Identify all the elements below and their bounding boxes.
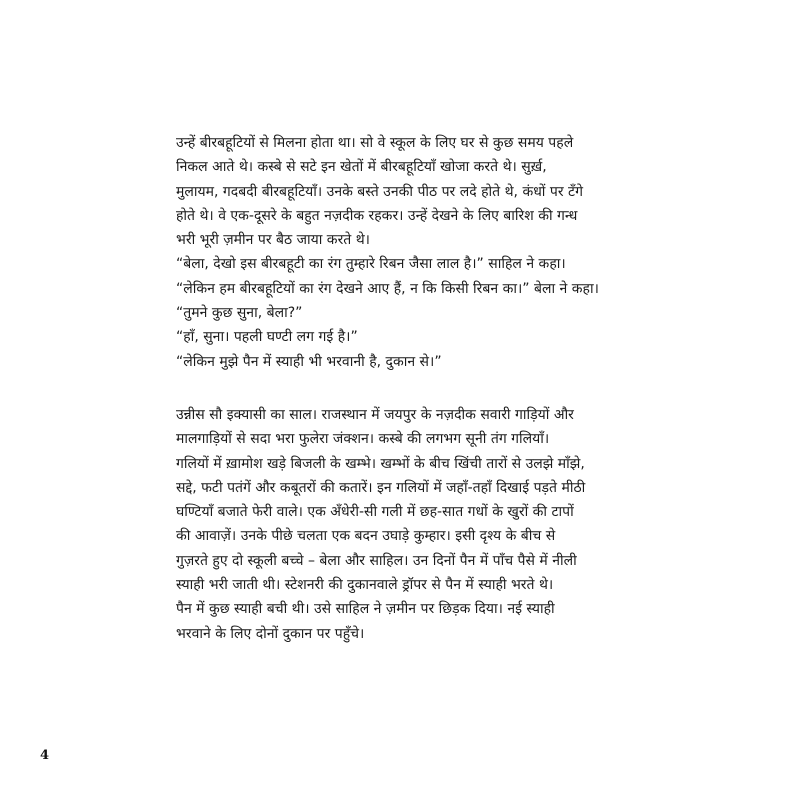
paragraph-birbahuti [176,131,608,252]
dialogue-line: “बेला, देखो इस बीरबहूटी का रंग तुम्हारे रिबन जैसा लाल है।” साहिल ने कहा। [176,256,566,273]
dialogue-line: “लेकिन हम बीरबहूटियों का रंग देखने आए हैं, न कि किसी रिबन का।” बेला ने कहा। [176,280,599,297]
text-line: पैन में कुछ स्याही बची थी। उसे साहिल ने ज़मीन पर छिड़क दिया। नई स्याही [176,601,555,618]
text-line: सद्दे, फटी पतंगें और कबूतरों की कतारें। इन गलियों में जहाँ-तहाँ दिखाई पड़ते मीठी [176,479,586,496]
text-line: घण्टियाँ बजाते फेरी वाले। एक अँधेरी-सी गली में छह-सात गधों के खुरों की टापों [176,504,574,521]
text-line: निकल आते थे। कस्बे से सटे इन खेतों में बीरबहूटियाँ खोजा करते थे। सुर्ख़, [176,159,547,176]
text-line: गुज़रते हुए दो स्कूली बच्चे – बेला और साहिल। उन दिनों पैन में पाँच पैसे में नीली [176,552,577,569]
dialogue-line: “तुमने कुछ सुना, बेला?” [176,305,303,322]
text-line: भरवाने के लिए दोनों दुकान पर पहुँचे। [176,625,365,642]
paragraph-phulera [176,403,608,646]
dialogue-line: “हाँ, सुना। पहली घण्टी लग गई है।” [176,329,358,346]
story-text-lower [176,403,608,646]
dialogue-line: “लेकिन मुझे पैन में स्याही भी भरवानी है, दुकान से।” [176,353,442,370]
text-line: मुलायम, गदबदी बीरबहूटियाँ। उनके बस्ते उनकी पीठ पर लदे होते थे, कंधों पर टँगे [176,183,583,200]
dialogue-lines [176,252,608,373]
page-number: 4 [40,748,50,763]
text-line: भरी भूरी ज़मीन पर बैठ जाया करते थे। [176,232,370,249]
text-line: गलियों में ख़ामोश खड़े बिजली के खम्भे। खम्भों के बीच खिंची तारों से उलझे माँझे, [176,455,585,472]
story-text-upper [176,131,608,374]
text-line: होते थे। वे एक-दूसरे के बहुत नज़दीक रहकर। उन्हें देखने के लिए बारिश की गन्ध [176,207,578,224]
text-line: की आवाज़ें। उनके पीछे चलता एक बदन उघाड़े कुम्हार। इसी दृश्य के बीच से [176,528,556,545]
text-line: उन्नीस सौ इक्यासी का साल। राजस्थान में जयपुर के नज़दीक सवारी गाड़ियों और [176,407,574,423]
text-line: मालगाड़ियों से सदा भरा फुलेरा जंक्शन। कस्बे की लगभग सूनी तंग गलियाँ। [176,431,550,448]
text-line: उन्हें बीरबहूटियों से मिलना होता था। सो वे स्कूल के लिए घर से कुछ समय पहले [176,135,574,151]
text-line: स्याही भरी जाती थी। स्टेशनरी की दुकानवाले ड्रॉपर से पैन में स्याही भरते थे। [176,577,554,594]
